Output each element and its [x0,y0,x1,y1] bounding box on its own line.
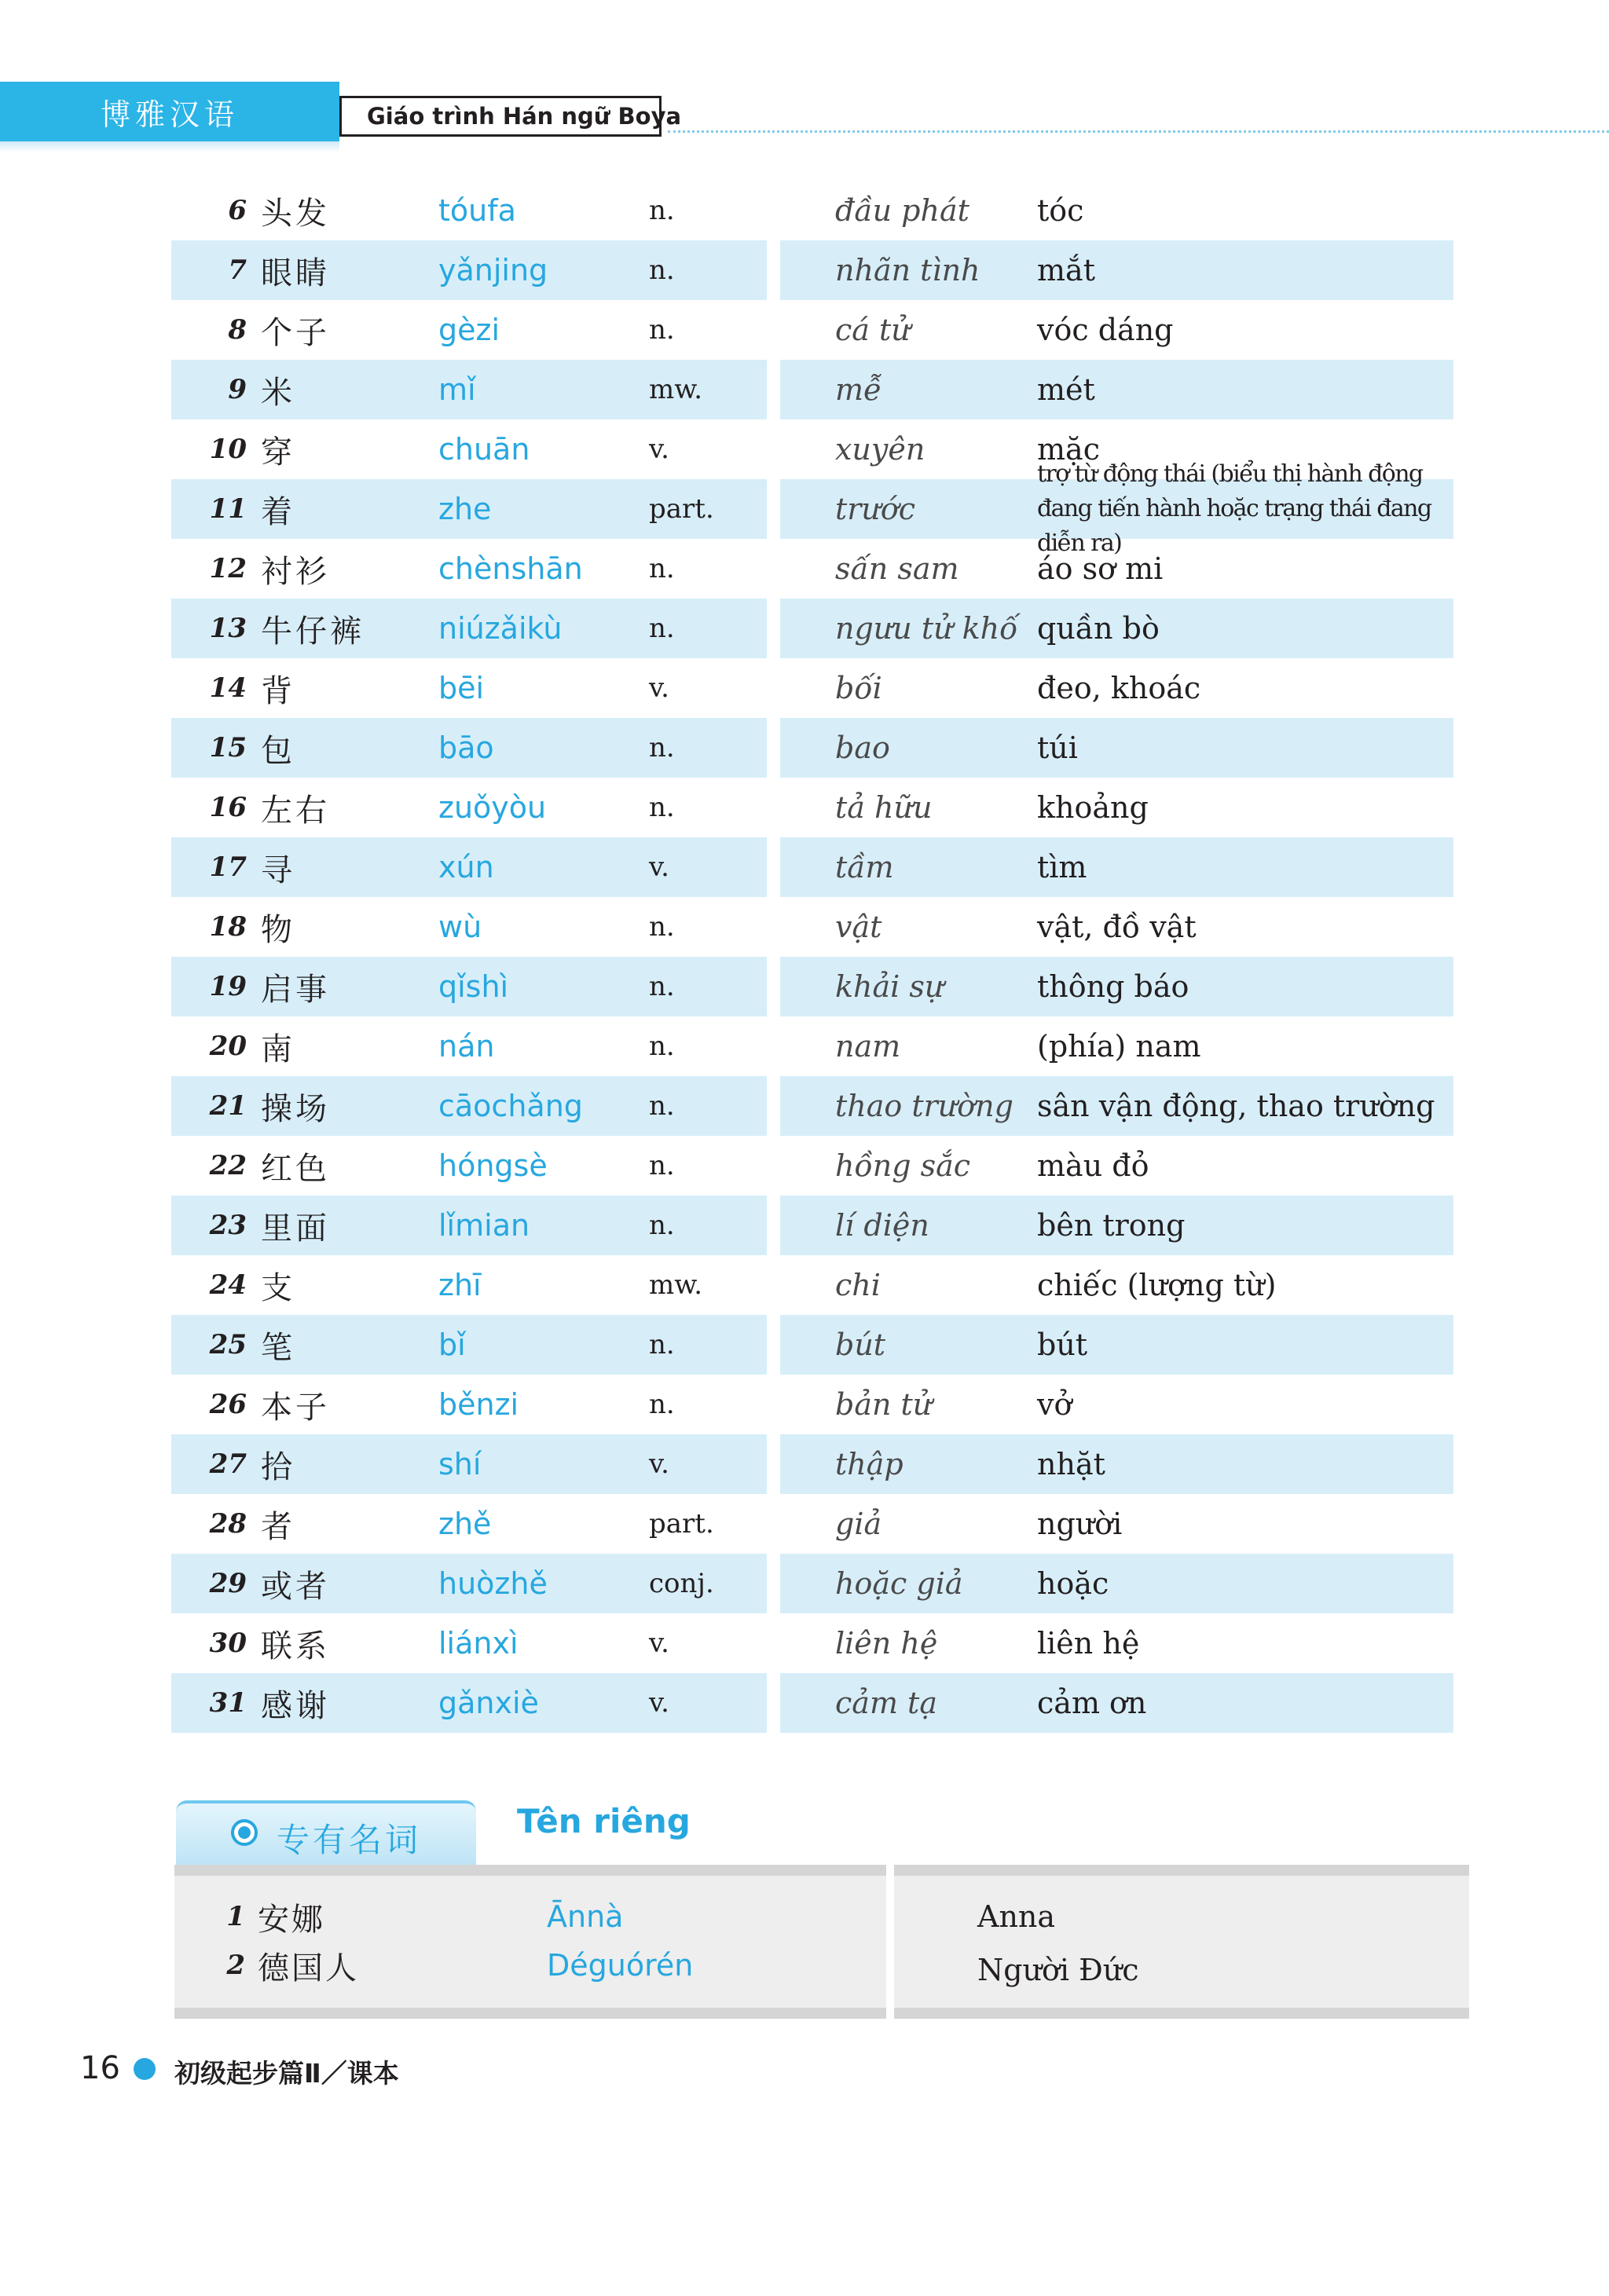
radio-dot-icon [231,1819,258,1846]
vocab-sino-vietnamese: thập [835,1447,903,1481]
vocab-meaning: vóc dáng [1037,313,1174,347]
vocab-meaning: tóc [1037,193,1084,228]
vocab-row [171,1673,1453,1733]
vocab-meaning: cảm ơn [1037,1686,1147,1720]
vocab-number: 13 [209,613,247,644]
vocab-number: 12 [209,553,247,584]
vocab-meaning: bút [1037,1327,1088,1362]
footer-dot-icon [134,2058,156,2080]
page-number: 16 [80,2050,120,2086]
vocab-hanzi: 牛仔裤 [261,613,365,650]
vocab-meaning: túi [1037,731,1078,765]
vocab-meaning: vật, đồ vật [1037,910,1197,944]
vocab-part-of-speech: n. [649,732,675,764]
brand-label: 博雅汉语 [100,97,239,132]
vocab-hanzi: 本子 [261,1389,330,1426]
vocab-hanzi: 寻 [261,851,295,888]
vocab-part-of-speech: n. [649,1031,675,1062]
vocab-row [171,1613,1453,1673]
vocab-number: 23 [209,1210,247,1241]
vocab-number: 21 [209,1090,247,1122]
vocab-meaning: (phía) nam [1037,1029,1201,1064]
vocab-part-of-speech: part. [649,493,714,525]
vocab-number: 10 [209,434,247,465]
vocab-part-of-speech: conj. [649,1568,714,1599]
vocab-sino-vietnamese: tầm [835,850,894,884]
vocab-meaning: vở [1037,1387,1072,1422]
proper-noun-hanzi: 安娜 [258,1901,325,1938]
proper-nouns-tab-label: 专有名词 [277,1821,422,1859]
vocab-hanzi: 个子 [261,314,330,351]
vocab-part-of-speech: v. [649,851,669,883]
vocab-sino-vietnamese: nhãn tình [835,253,980,287]
vocab-pinyin: zuǒyòu [438,790,547,825]
vocabulary-table [171,181,1453,1733]
vocab-sino-vietnamese: hoặc giả [835,1566,963,1601]
vocab-meaning: áo sơ mi [1037,551,1164,586]
vocab-number: 19 [209,971,247,1002]
vocab-number: 17 [209,851,247,883]
vocab-meaning: mét [1037,372,1095,407]
proper-noun-pinyin: Déguórén [547,1948,694,1983]
vocab-meaning: bên trong [1037,1208,1186,1243]
vocab-sino-vietnamese: bao [835,731,890,765]
vocab-pinyin: niúzǎikù [438,611,563,646]
book-title [339,96,682,137]
vocab-part-of-speech: n. [649,1389,675,1420]
vocab-number: 11 [209,493,247,525]
vocab-row [171,897,1453,957]
vocab-hanzi: 或者 [261,1568,330,1605]
vocab-number: 7 [228,255,247,286]
vocab-hanzi: 包 [261,732,295,769]
vocab-part-of-speech: n. [649,613,675,644]
vocab-number: 30 [209,1628,247,1659]
vocab-part-of-speech: n. [649,792,675,823]
vocab-number: 8 [228,314,247,346]
vocab-hanzi: 米 [261,374,295,411]
vocab-number: 9 [228,374,247,405]
vocab-row [171,1375,1453,1434]
vocab-row [171,778,1453,837]
vocab-pinyin: zhě [438,1507,492,1541]
vocab-pinyin: wù [438,910,482,944]
proper-noun-number: 2 [226,1950,245,1981]
vocab-part-of-speech: n. [649,971,675,1002]
vocab-hanzi: 南 [261,1031,295,1067]
vocab-pinyin: bēi [438,671,485,705]
vocab-part-of-speech: v. [649,1687,669,1719]
vocab-number: 26 [209,1389,247,1420]
proper-noun-meaning: Người Đức [977,1953,1139,1987]
proper-noun-meaning: Anna [977,1899,1056,1934]
vocab-sino-vietnamese: bút [835,1327,886,1362]
vocab-pinyin: tóufa [438,193,516,228]
vocab-pinyin: zhī [438,1268,482,1302]
vocab-pinyin: nán [438,1029,495,1064]
vocab-meaning: mắt [1037,253,1095,287]
vocab-pinyin: mǐ [438,372,476,407]
vocab-meaning: quần bò [1037,611,1160,646]
vocab-meaning: nhặt [1037,1447,1105,1481]
vocab-sino-vietnamese: bối [835,671,882,705]
vocab-sino-vietnamese: nam [835,1029,901,1064]
vocab-pinyin: shí [438,1447,482,1481]
vocab-part-of-speech: n. [649,314,675,346]
vocab-hanzi: 启事 [261,971,330,1008]
vocab-sino-vietnamese: ngưu tử khố [835,611,1018,646]
vocab-part-of-speech: n. [649,553,675,584]
vocab-pinyin: liánxì [438,1626,519,1661]
vocab-hanzi: 穿 [261,434,295,471]
vocab-row [171,1554,1453,1613]
vocab-part-of-speech: n. [649,255,675,286]
vocab-pinyin: zhe [438,492,492,526]
brand-tab-shadow [0,141,339,152]
vocab-sino-vietnamese: cảm tạ [835,1686,937,1720]
vocab-sino-vietnamese: chi [835,1268,881,1302]
vocab-row [171,599,1453,658]
vocab-sino-vietnamese: đầu phát [835,193,969,228]
brand-tab [0,82,339,141]
vocab-row [171,1196,1453,1255]
proper-noun-hanzi: 德国人 [258,1950,359,1987]
vocab-number: 24 [209,1269,247,1301]
vocab-row [171,1434,1453,1494]
vocab-part-of-speech: n. [649,195,675,226]
vocab-row [171,1255,1453,1315]
vocab-pinyin: lǐmian [438,1208,530,1243]
vocab-row [171,1315,1453,1375]
proper-noun-number: 1 [226,1901,245,1932]
vocab-pinyin: chuān [438,432,530,467]
vocab-number: 31 [209,1687,247,1719]
vocab-meaning: màu đỏ [1037,1148,1149,1183]
vocab-number: 25 [209,1329,247,1360]
vocab-number: 6 [228,195,247,226]
vocab-meaning: mặc [1037,432,1100,467]
book-title-text: Giáo trình Hán ngữ Boya [367,103,682,130]
vocab-sino-vietnamese: giả [835,1507,882,1541]
vocab-row [171,460,1453,557]
header-dotted-rule [668,130,1609,133]
vocab-pinyin: běnzi [438,1387,519,1422]
vocab-sino-vietnamese: tả hữu [835,790,933,825]
vocab-meaning: tìm [1037,850,1087,884]
vocab-hanzi: 支 [261,1269,295,1306]
vocab-number: 15 [209,732,247,764]
vocab-pinyin: gèzi [438,313,500,347]
vocab-hanzi: 拾 [261,1448,295,1485]
vocab-hanzi: 感谢 [261,1687,330,1724]
vocab-part-of-speech: v. [649,1628,669,1659]
vocab-pinyin: xún [438,850,494,884]
vocab-hanzi: 联系 [261,1628,330,1664]
vocab-hanzi: 眼睛 [261,255,330,291]
vocab-row [171,957,1453,1016]
vocab-sino-vietnamese: bản tử [835,1387,933,1422]
vocab-row [171,539,1453,599]
vocab-meaning: hoặc [1037,1566,1109,1601]
vocab-sino-vietnamese: trước [835,492,916,526]
vocab-meaning: chiếc (lượng từ) [1037,1268,1277,1302]
vocab-number: 20 [209,1031,247,1062]
proper-nouns-right-panel [894,1865,1469,2019]
vocab-part-of-speech: mw. [649,374,703,405]
vocab-number: 14 [209,672,247,704]
vocab-hanzi: 笔 [261,1329,295,1366]
vocab-hanzi: 着 [261,493,295,530]
vocab-hanzi: 里面 [261,1210,330,1247]
vocab-number: 27 [209,1448,247,1480]
vocab-number: 16 [209,792,247,823]
vocab-part-of-speech: part. [649,1508,714,1540]
vocab-meaning: người [1037,1507,1123,1541]
vocab-part-of-speech: mw. [649,1269,703,1301]
vocab-sino-vietnamese: liên hệ [835,1626,938,1661]
vocab-pinyin: qǐshì [438,969,509,1004]
vocab-pinyin: huòzhě [438,1566,548,1601]
vocab-row [171,360,1453,419]
vocab-meaning: thông báo [1037,969,1189,1004]
vocab-meaning: đeo, khoác [1037,671,1201,705]
vocab-sino-vietnamese: vật [835,910,882,944]
vocab-sino-vietnamese: sấn sam [835,551,959,586]
vocab-part-of-speech: n. [649,911,675,943]
vocab-sino-vietnamese: mễ [835,372,882,407]
vocab-sino-vietnamese: cá tử [835,313,911,347]
vocab-meaning: sân vận động, thao trường [1037,1089,1435,1123]
vocab-hanzi: 背 [261,672,295,709]
vocab-part-of-speech: v. [649,434,669,465]
vocab-part-of-speech: v. [649,1448,669,1480]
vocab-pinyin: cāochǎng [438,1089,583,1123]
vocab-part-of-speech: n. [649,1150,675,1181]
vocab-hanzi: 头发 [261,195,330,232]
vocab-row [171,1016,1453,1076]
vocab-row [171,837,1453,897]
vocab-number: 29 [209,1568,247,1599]
vocab-sino-vietnamese: hồng sắc [835,1148,971,1183]
vocab-number: 22 [209,1150,247,1181]
vocab-part-of-speech: n. [649,1210,675,1241]
vocab-part-of-speech: n. [649,1090,675,1122]
vocab-part-of-speech: v. [649,672,669,704]
vocab-sino-vietnamese: lí diện [835,1208,929,1243]
vocab-number: 28 [209,1508,247,1540]
vocab-meaning: liên hệ [1037,1626,1140,1661]
vocab-row [171,1494,1453,1554]
vocab-row [171,300,1453,360]
vocab-row [171,240,1453,300]
vocab-hanzi: 者 [261,1508,295,1545]
vocab-number: 18 [209,911,247,943]
footer-book-part: 初级起步篇Ⅱ／课本 [174,2058,399,2089]
vocab-row [171,718,1453,778]
vocab-pinyin: bǐ [438,1327,466,1362]
vocab-pinyin: bāo [438,731,494,765]
vocab-part-of-speech: n. [649,1329,675,1360]
proper-nouns-title: Tên riêng [517,1802,691,1840]
vocab-hanzi: 物 [261,911,295,948]
vocab-sino-vietnamese: khải sự [835,969,944,1004]
vocab-sino-vietnamese: xuyên [835,432,925,467]
proper-noun-pinyin: Ānnà [547,1899,624,1934]
vocab-pinyin: chènshān [438,551,583,586]
vocab-sino-vietnamese: thao trường [835,1089,1013,1123]
vocab-hanzi: 衬衫 [261,553,330,590]
vocab-hanzi: 红色 [261,1150,330,1187]
vocab-pinyin: gǎnxiè [438,1686,539,1720]
vocab-hanzi: 操场 [261,1090,330,1127]
vocab-row [171,658,1453,718]
vocab-row [171,1136,1453,1196]
vocab-meaning: trợ từ động thái (biểu thị hành động đang tiến hành hoặc trạng thái đang diễn ra) [1037,460,1431,557]
vocab-meaning: khoảng [1037,790,1149,825]
proper-nouns-tab [176,1800,476,1865]
vocab-row [171,181,1453,240]
vocab-pinyin: hóngsè [438,1148,548,1183]
vocab-row [171,1076,1453,1136]
vocab-pinyin: yǎnjing [438,253,548,287]
vocab-hanzi: 左右 [261,792,330,829]
